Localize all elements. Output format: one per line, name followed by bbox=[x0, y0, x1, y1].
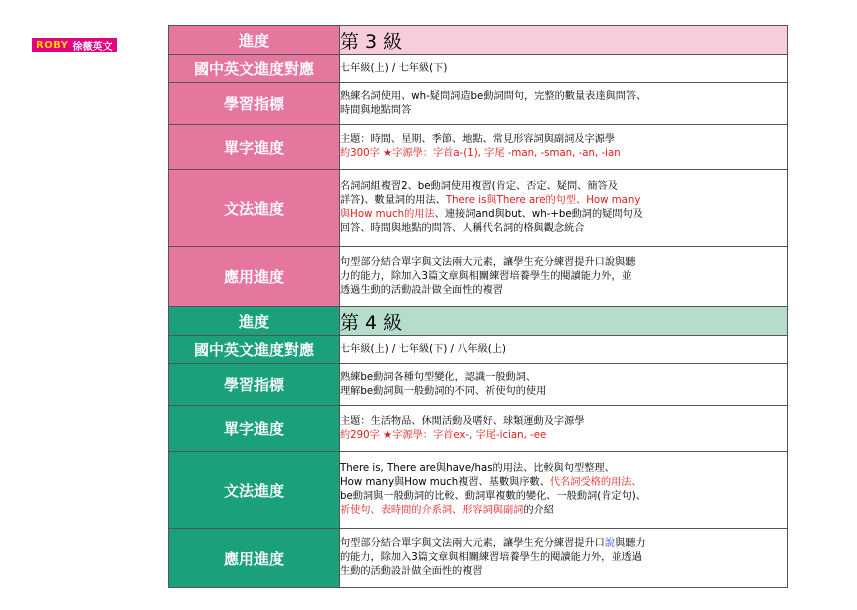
level4-apply-row bbox=[169, 529, 788, 588]
apply-segment: 句型部分結合單字與文法兩大元素，讓學生充分練習提升口 bbox=[340, 538, 605, 549]
level4-apply-label: 應用進度 bbox=[169, 529, 340, 588]
level3-apply-line: 透過生動的活動設計做全面性的複習 bbox=[340, 284, 503, 296]
brand-logo bbox=[32, 38, 117, 52]
level3-goal-line: 熟練名詞使用、wh-疑問詞造be動詞問句，完整的數量表達與問答、 bbox=[340, 90, 647, 102]
level4-apply-text bbox=[340, 529, 788, 588]
logo-name: 徐薇英文 bbox=[72, 41, 113, 53]
level3-header-row bbox=[169, 26, 788, 55]
level3-map-label: 國中英文進度對應 bbox=[169, 55, 340, 83]
level4-goal-line: 熟練be動詞各種句型變化，認識一般動詞、 bbox=[340, 371, 537, 383]
grammar-segment: 、連接詞and與but、wh-+be動詞的疑問句及 bbox=[434, 209, 643, 220]
level3-grammar-text bbox=[340, 170, 788, 247]
level3-goal-row bbox=[169, 83, 788, 125]
level3-grammar-line: 名詞詞組複習2、be動詞使用複習(肯定、否定、疑問、簡答及 bbox=[340, 181, 618, 192]
grammar-highlight: 與How much的用法 bbox=[340, 209, 435, 220]
level4-vocab-text bbox=[340, 406, 788, 452]
level4-map-label: 國中英文進度對應 bbox=[169, 336, 340, 364]
level3-grammar-line bbox=[340, 194, 787, 208]
level4-vocab-count: 約290字 ★字源學：字首ex-, 字尾-ician, -ee bbox=[340, 429, 547, 441]
grammar-segment: How many與How much複習、基數與序數、 bbox=[340, 477, 550, 488]
level3-apply-line: 句型部分結合單字與文法兩大元素，讓學生充分練習提升口說與聽 bbox=[340, 256, 636, 268]
level4-map-value: 七年級(上) / 七年級(下) / 八年級(上) bbox=[340, 336, 788, 364]
level3-vocab-row bbox=[169, 125, 788, 170]
logo-brand: ROBY bbox=[36, 39, 69, 51]
grammar-segment: 詳答)、數量詞的用法、 bbox=[340, 195, 446, 206]
grammar-segment: 的介紹 bbox=[523, 505, 554, 516]
grammar-highlight: There is與There are的句型、How many bbox=[445, 195, 641, 206]
level4-grammar-line: be動詞與一般動詞的比較、動詞單複數的變化、一般動詞(肯定句)、 bbox=[340, 491, 646, 502]
level4-vocab-label: 單字進度 bbox=[169, 406, 340, 452]
level4-vocab-topics: 主題：生活物品、休閒活動及嗜好、球類運動及字源學 bbox=[340, 415, 585, 427]
level3-apply-label: 應用進度 bbox=[169, 247, 340, 307]
level4-grammar-line bbox=[340, 476, 787, 490]
level4-title: 第 4 級 bbox=[340, 307, 788, 336]
level3-goal-text bbox=[340, 83, 788, 125]
level3-vocab-label: 單字進度 bbox=[169, 125, 340, 170]
level4-apply-line: 的能力，除加入3篇文章與相關練習培養學生的閱讀能力外，並透過 bbox=[340, 552, 642, 563]
level3-vocab-count: 約300字 ★字源學：字首a-(1), 字尾 -man, -sman, -an, -ian bbox=[340, 148, 621, 159]
curriculum-table bbox=[168, 25, 788, 588]
level4-header-label: 進度 bbox=[169, 307, 340, 336]
level3-vocab-text bbox=[340, 125, 788, 170]
level4-map-row bbox=[169, 336, 788, 364]
level3-map-row bbox=[169, 55, 788, 83]
level3-grammar-row bbox=[169, 170, 788, 247]
level3-grammar-line: 回答、時間與地點的問答、人稱代名詞的格與觀念統合 bbox=[340, 223, 585, 234]
grammar-highlight: 祈使句、表時間的介系詞、形容詞與副詞 bbox=[340, 505, 524, 516]
level3-goal-line: 時間與地點問答 bbox=[340, 104, 412, 116]
level4-apply-line: 生動的活動設計做全面性的複習 bbox=[340, 566, 483, 577]
level4-apply-line bbox=[340, 537, 787, 551]
level4-vocab-row bbox=[169, 406, 788, 452]
apply-segment: 與聽力 bbox=[615, 538, 646, 549]
level4-grammar-text bbox=[340, 452, 788, 529]
level3-grammar-label: 文法進度 bbox=[169, 170, 340, 247]
grammar-highlight: 代名詞受格的用法、 bbox=[549, 477, 642, 488]
level4-grammar-line: There is, There are與have/has的用法、比較與句型整理、 bbox=[340, 463, 615, 474]
level3-map-value: 七年級(上) / 七年級(下) bbox=[340, 55, 788, 83]
level4-goal-text bbox=[340, 364, 788, 406]
level4-goal-label: 學習指標 bbox=[169, 364, 340, 406]
level4-header-row bbox=[169, 307, 788, 336]
level4-grammar-label: 文法進度 bbox=[169, 452, 340, 529]
level4-goal-row bbox=[169, 364, 788, 406]
level4-grammar-row bbox=[169, 452, 788, 529]
level3-grammar-line bbox=[340, 208, 787, 222]
level3-header-label: 進度 bbox=[169, 26, 340, 55]
level3-apply-line: 力的能力，除加入3篇文章與相關練習培養學生的閱讀能力外，並 bbox=[340, 270, 632, 282]
level3-apply-row bbox=[169, 247, 788, 307]
level3-goal-label: 學習指標 bbox=[169, 83, 340, 125]
level4-grammar-line bbox=[340, 504, 787, 518]
level3-title: 第 3 級 bbox=[340, 26, 788, 55]
level3-vocab-topics: 主題：時間、星期、季節、地點、常見形容詞與副詞及字源學 bbox=[340, 134, 616, 145]
level3-apply-text bbox=[340, 247, 788, 307]
apply-highlight: 說 bbox=[604, 538, 616, 549]
level4-goal-line: 理解be動詞與一般動詞的不同、祈使句的使用 bbox=[340, 385, 547, 397]
